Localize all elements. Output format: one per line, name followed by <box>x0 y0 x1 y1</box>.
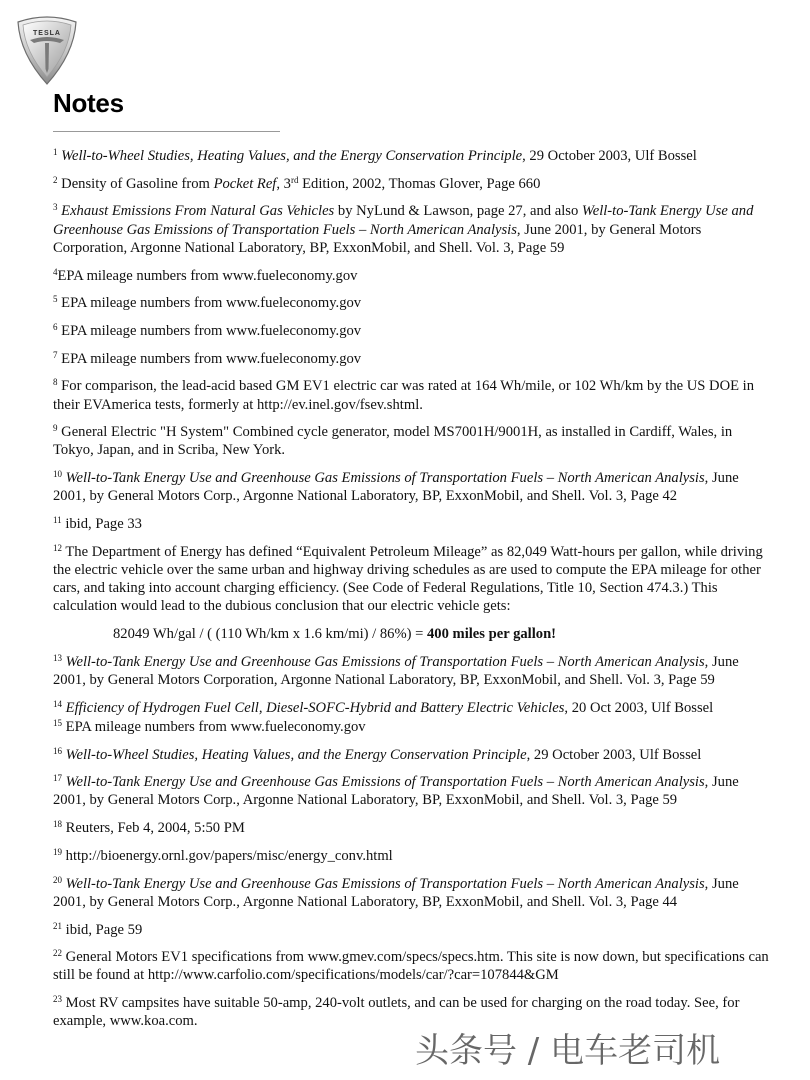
footnote <box>53 718 769 736</box>
footnote-text: http://bioenergy.ornl.gov/papers/misc/energy_conv.html <box>65 847 393 864</box>
footnote <box>53 543 769 616</box>
footnote-number: 9 <box>53 423 58 434</box>
footnote-number: 4 <box>53 266 58 277</box>
page-title: Notes <box>53 88 124 118</box>
footnote <box>53 147 769 165</box>
footnote <box>53 699 769 717</box>
footnote-number: 6 <box>53 321 58 332</box>
footnote-number: 19 <box>53 846 62 857</box>
footnote <box>53 202 769 257</box>
footnote-text: , June 2001, by General Motors Corp., Argonne National Laboratory, BP, ExxonMobil, and Shell. Vol. 3, Page 59 <box>53 774 739 809</box>
footnote-number: 20 <box>53 874 62 885</box>
footnote <box>53 773 769 809</box>
footnote <box>53 377 769 413</box>
footnote <box>53 469 769 505</box>
tesla-shield-icon <box>14 14 80 86</box>
footnote-text: , June 2001, by General Motors Corp., Argonne National Laboratory, BP, ExxonMobil, and Shell. Vol. 3, Page 42 <box>53 470 739 505</box>
logo-wordmark: TESLA <box>33 30 61 37</box>
footnote-number: 22 <box>53 948 62 959</box>
footnote <box>53 875 769 911</box>
footnote <box>53 267 769 285</box>
footnote-number: 10 <box>53 469 62 480</box>
footnote-text: , 3 <box>276 175 291 192</box>
footnote <box>53 847 769 865</box>
footnote-number: 12 <box>53 542 62 553</box>
cited-title: Efficiency of Hydrogen Fuel Cell, Diesel-SOFC-Hybrid and Battery Electric Vehicles <box>65 699 565 716</box>
cited-title: Well-to-Tank Energy Use and Greenhouse Gas Emissions of Transportation Fuels – North American Analysis <box>65 875 705 892</box>
footnote <box>53 921 769 939</box>
footnote-text: , 20 Oct 2003, Ulf Bossel <box>564 699 714 716</box>
footnote-text: , 29 October 2003, Ulf Bossel <box>522 148 697 164</box>
footnote <box>53 294 769 312</box>
footnote-number: 11 <box>53 515 62 526</box>
footnote-text: Edition, 2002, Thomas Glover, Page 660 <box>298 175 541 192</box>
footnote-number: 18 <box>53 819 62 830</box>
footnote-number: 15 <box>53 717 62 728</box>
footnote-number: 16 <box>53 745 62 756</box>
footnote <box>53 515 769 533</box>
footnote-number: 5 <box>53 294 58 305</box>
footnote-text: Density of Gasoline from <box>61 175 214 192</box>
footnote <box>53 819 769 837</box>
footnote <box>53 423 769 459</box>
footnote-number: 21 <box>53 920 62 931</box>
footnote-number: 14 <box>53 698 62 709</box>
footnote <box>53 322 769 340</box>
footnote-text: Most RV campsites have suitable 50-amp, 240-volt outlets, and can be used for charging on the road today. See, for example, www.koa.com. <box>53 995 740 1030</box>
footnote-number: 2 <box>53 174 58 185</box>
footnote-text: The Department of Energy has defined “Equivalent Petroleum Mileage” as 82,049 Watt-hours per gallon, while driving the electric vehicle over the same urban and highway driving schedules as are used to compute the EPA mileage for other cars, and taking into account charging efficiency. (See Code of Federal Regulations, Title 10, Section 474.3.) This calculation would lead to the dubious conclusion that our electric vehicle gets: <box>53 543 763 615</box>
footnote-number: 8 <box>53 377 58 388</box>
footnote-number: 17 <box>53 773 62 784</box>
footnote-text: rd <box>290 174 299 185</box>
tesla-logo <box>14 14 80 86</box>
footnote-number: 1 <box>53 147 58 157</box>
footnote <box>53 350 769 368</box>
formula-line <box>113 625 769 643</box>
footnote-text: ibid, Page 59 <box>65 921 143 938</box>
cited-title: Well-to-Tank Energy Use and Greenhouse Gas Emissions of Transportation Fuels – North American Analysis <box>65 774 705 791</box>
footnote-number: 23 <box>53 994 62 1005</box>
cited-title: Pocket Ref <box>213 175 277 192</box>
cited-title: Well-to-Wheel Studies, Heating Values, and the Energy Conservation Principle <box>61 148 523 164</box>
title-divider <box>53 131 280 132</box>
cited-title: Well-to-Tank Energy Use and Greenhouse Gas Emissions of Transportation Fuels – North American Analysis <box>65 470 705 487</box>
footnote-text: EPA mileage numbers from www.fueleconomy.gov <box>61 322 362 339</box>
footnote-text: , June 2001, by General Motors Corp., Argonne National Laboratory, BP, ExxonMobil, and Shell. Vol. 3, Page 44 <box>53 875 739 910</box>
footnote-number: 7 <box>53 349 58 360</box>
footnote-text: For comparison, the lead-acid based GM EV1 electric car was rated at 164 Wh/mile, or 102 Wh/km by the US DOE in their EVAmerica tests, formerly at http://ev.inel.gov/fsev.shtml. <box>53 378 755 413</box>
footnote <box>53 175 769 193</box>
cited-title: Well-to-Wheel Studies, Heating Values, and the Energy Conservation Principle <box>65 746 527 763</box>
footnote <box>53 653 769 689</box>
formula-result: 400 miles per gallon! <box>427 626 557 643</box>
footnote-number: 3 <box>53 202 58 213</box>
footnote-text: General Electric "H System" Combined cycle generator, model MS7001H/9001H, as installed in Cardiff, Wales, in Tokyo, Japan, and in Scriba, New York. <box>53 424 733 459</box>
cited-title: Well-to-Tank Energy Use and Greenhouse Gas Emissions of Transportation Fuels – North American Analysis <box>53 203 754 238</box>
footnote-text: EPA mileage numbers from www.fueleconomy.gov <box>57 267 358 284</box>
footnote <box>53 948 769 984</box>
cited-title: Well-to-Tank Energy Use and Greenhouse Gas Emissions of Transportation Fuels – North American Analysis <box>65 653 705 670</box>
footnote-number: 13 <box>53 652 62 663</box>
footnote-text: , June 2001, by General Motors Corporation, Argonne National Laboratory, BP, ExxonMobil, and Shell. Vol. 3, Page 59 <box>53 653 739 688</box>
footnote-text: , 29 October 2003, Ulf Bossel <box>526 746 702 763</box>
footnote-text: EPA mileage numbers from www.fueleconomy.gov <box>65 718 366 735</box>
footnote-text: 82049 Wh/gal / ( (110 Wh/km x 1.6 km/mi) / 86%) = <box>113 626 427 643</box>
source-watermark: 头条号 / 电车老司机 <box>415 1031 721 1071</box>
footnote-text: General Motors EV1 specifications from www.gmev.com/specs/specs.htm. This site is now down, but specifications can still be found at http://www.carfolio.com/specifications/models/car/?car=107844&GM <box>53 949 769 984</box>
footnote-text: , June 2001, by General Motors Corporation, Argonne National Laboratory, BP, ExxonMobil, and Shell. Vol. 3, Page 59 <box>53 221 702 256</box>
notes-list <box>53 147 769 1040</box>
footnote-text: EPA mileage numbers from www.fueleconomy.gov <box>61 295 362 312</box>
footnote-text: EPA mileage numbers from www.fueleconomy.gov <box>61 350 362 367</box>
footnote <box>53 746 769 764</box>
footnote-text: ibid, Page 33 <box>65 516 142 533</box>
footnote-text: Reuters, Feb 4, 2004, 5:50 PM <box>65 820 245 837</box>
footnote-text: by NyLund & Lawson, page 27, and also <box>334 203 582 220</box>
cited-title: Exhaust Emissions From Natural Gas Vehicles <box>61 203 335 220</box>
